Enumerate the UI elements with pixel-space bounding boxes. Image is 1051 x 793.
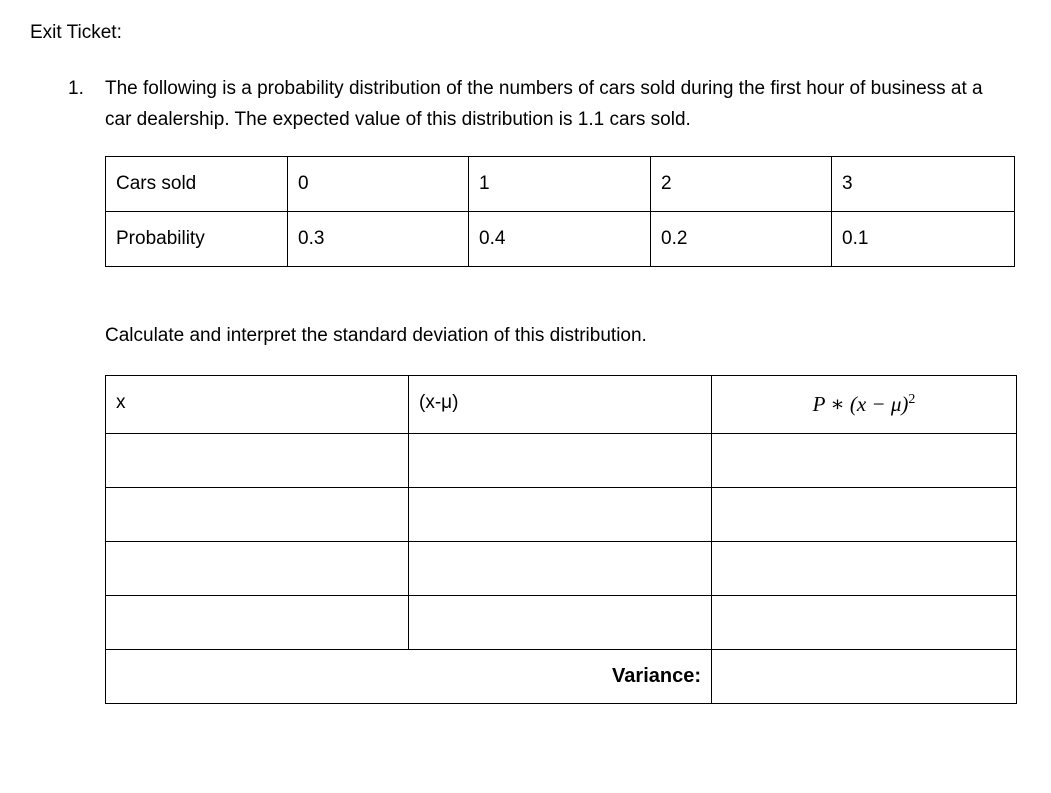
deviation-cell[interactable] bbox=[409, 596, 712, 650]
weighted-squared-deviation-cell[interactable] bbox=[712, 596, 1017, 650]
exit-ticket-title: Exit Ticket: bbox=[30, 22, 122, 43]
work-table-row bbox=[106, 488, 1017, 542]
variance-label: Variance: bbox=[106, 650, 712, 704]
formula-exponent: 2 bbox=[908, 392, 916, 407]
probability-distribution-table bbox=[105, 156, 1015, 267]
deviation-cell[interactable] bbox=[409, 488, 712, 542]
deviation-column-header: (x-μ) bbox=[409, 376, 712, 434]
work-table-row bbox=[106, 434, 1017, 488]
cars-sold-label: Cars sold bbox=[106, 157, 288, 212]
probability-row bbox=[106, 212, 1015, 267]
probability-value: 0.3 bbox=[288, 212, 469, 267]
work-table-row bbox=[106, 542, 1017, 596]
question-number: 1. bbox=[68, 78, 84, 99]
cars-sold-row bbox=[106, 157, 1015, 212]
weighted-squared-deviation-cell[interactable] bbox=[712, 488, 1017, 542]
weighted-squared-deviation-cell[interactable] bbox=[712, 434, 1017, 488]
work-table-row bbox=[106, 596, 1017, 650]
variance-answer-cell[interactable] bbox=[712, 650, 1017, 704]
question-text: The following is a probability distribution of the numbers of cars sold during the first hour of business at a car dealership. The expected value of this distribution is 1.1 cars sold. bbox=[105, 78, 983, 130]
probability-value: 0.1 bbox=[832, 212, 1015, 267]
probability-label: Probability bbox=[106, 212, 288, 267]
x-cell[interactable] bbox=[106, 488, 409, 542]
weighted-squared-deviation-header bbox=[712, 376, 1017, 434]
probability-value: 0.4 bbox=[469, 212, 651, 267]
formula-base: P ∗ (x − μ) bbox=[812, 392, 909, 416]
weighted-squared-deviation-cell[interactable] bbox=[712, 542, 1017, 596]
cars-sold-value: 1 bbox=[469, 157, 651, 212]
variance-row bbox=[106, 650, 1017, 704]
cars-sold-value: 0 bbox=[288, 157, 469, 212]
x-cell[interactable] bbox=[106, 542, 409, 596]
x-cell[interactable] bbox=[106, 596, 409, 650]
standard-deviation-work-table bbox=[105, 375, 1017, 704]
deviation-cell[interactable] bbox=[409, 434, 712, 488]
cars-sold-value: 2 bbox=[651, 157, 832, 212]
cars-sold-value: 3 bbox=[832, 157, 1015, 212]
x-column-header: x bbox=[106, 376, 409, 434]
instruction-text: Calculate and interpret the standard deviation of this distribution. bbox=[105, 325, 647, 346]
deviation-cell[interactable] bbox=[409, 542, 712, 596]
work-table-header-row bbox=[106, 376, 1017, 434]
x-cell[interactable] bbox=[106, 434, 409, 488]
question-1 bbox=[68, 73, 998, 135]
probability-value: 0.2 bbox=[651, 212, 832, 267]
